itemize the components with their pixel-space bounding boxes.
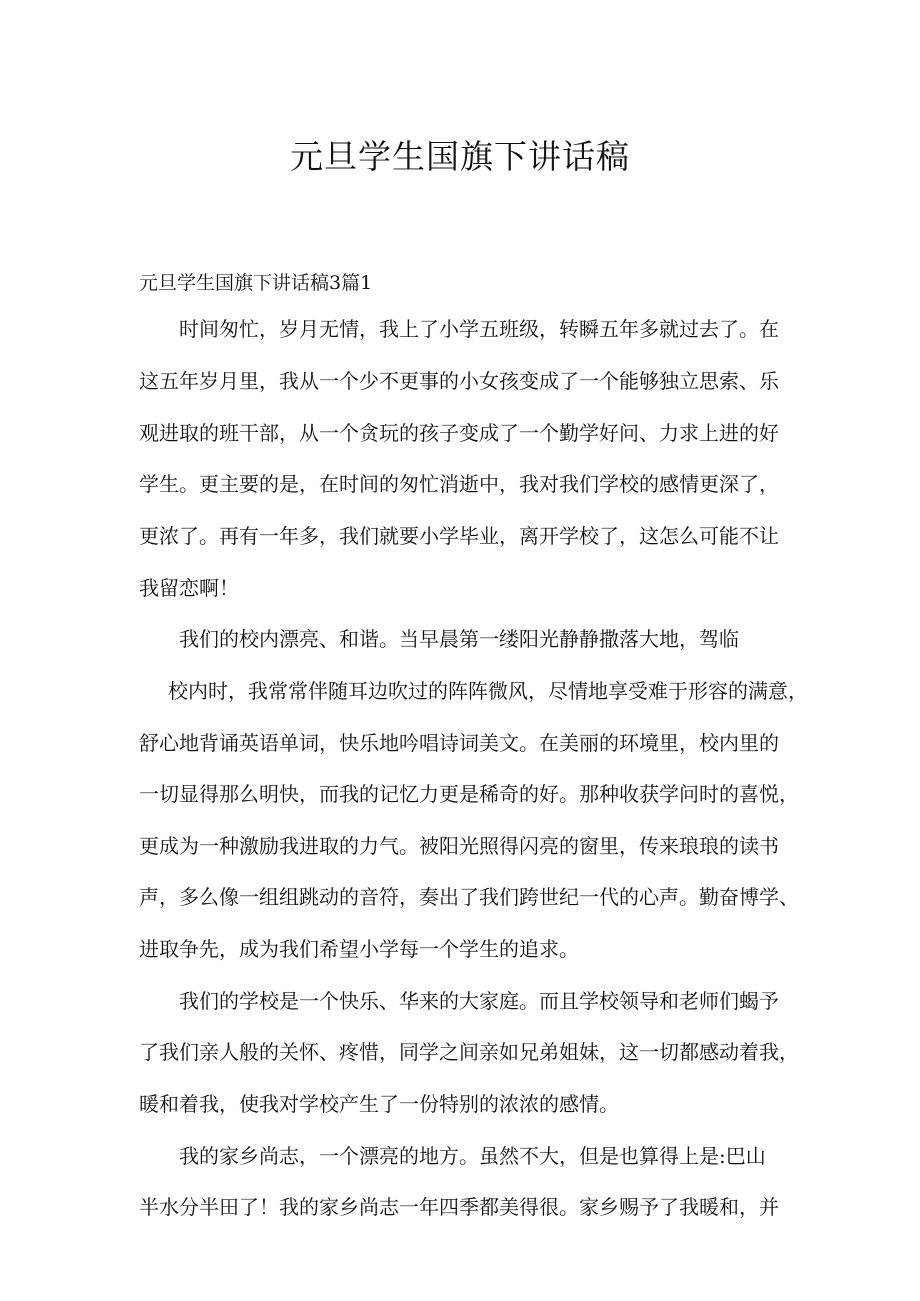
paragraph-line: 我的家乡尚志，一个漂亮的地方。虽然不大，但是也算得上是:巴山 [179, 1144, 766, 1168]
paragraph-line: 舒心地背诵英语单词，快乐地吟唱诗词美文。在美丽的环境里，校内里的 [139, 731, 779, 755]
paragraph-line: 声，多么像一组组跳动的音符，奏出了我们跨世纪一代的心声。勤奋博学、 [139, 885, 799, 909]
document-title: 元旦学生国旗下讲话稿 [290, 137, 630, 176]
paragraph-line: 学生。更主要的是，在时间的匆忙消逝中，我对我们学校的感情更深了， [139, 472, 779, 496]
paragraph-line: 我们的校内漂亮、和谐。当早晨第一缕阳光静静撒落大地，驾临 [179, 627, 739, 651]
paragraph-line: 更浓了。再有一年多，我们就要小学毕业，离开学校了，这怎么可能不让 [139, 524, 779, 548]
paragraph-line: 校内时，我常常伴随耳边吹过的阵阵微风，尽情地享受难于形容的满意， [168, 679, 808, 703]
paragraph-line: 时间匆忙，岁月无情，我上了小学五班级，转瞬五年多就过去了。在 [179, 317, 779, 341]
paragraph-line: 暖和着我，使我对学校产生了一份特别的浓浓的感情。 [139, 1092, 619, 1116]
paragraph-line: 我们的学校是一个快乐、华来的大家庭。而且学校领导和老师们蝎予 [179, 989, 779, 1013]
paragraph-line: 这五年岁月里，我从一个少不更事的小女孩变成了一个能够独立思索、乐 [139, 369, 779, 393]
document-subtitle: 元旦学生国旗下讲话稿3篇1 [139, 272, 373, 294]
paragraph-line: 观进取的班干部，从一个贪玩的孩子变成了一个勤学好问、力求上进的好 [139, 421, 779, 445]
paragraph-line: 进取争先，成为我们希望小学每一个学生的追求。 [139, 937, 579, 961]
paragraph-line: 了我们亲人般的关怀、疼惜，同学之间亲如兄弟姐妹，这一切都感动着我， [139, 1040, 799, 1064]
paragraph-line: 更成为一种激励我进取的力气。被阳光照得闪亮的窗里，传来琅琅的读书 [139, 834, 779, 858]
paragraph-line: 半水分半田了！我的家乡尚志一年四季都美得很。家乡赐予了我暖和，并 [139, 1195, 779, 1219]
paragraph-line: 我留恋啊！ [139, 576, 239, 600]
paragraph-line: 一切显得那么明快，而我的记忆力更是稀奇的好。那种收获学问时的喜悦， [139, 782, 799, 806]
